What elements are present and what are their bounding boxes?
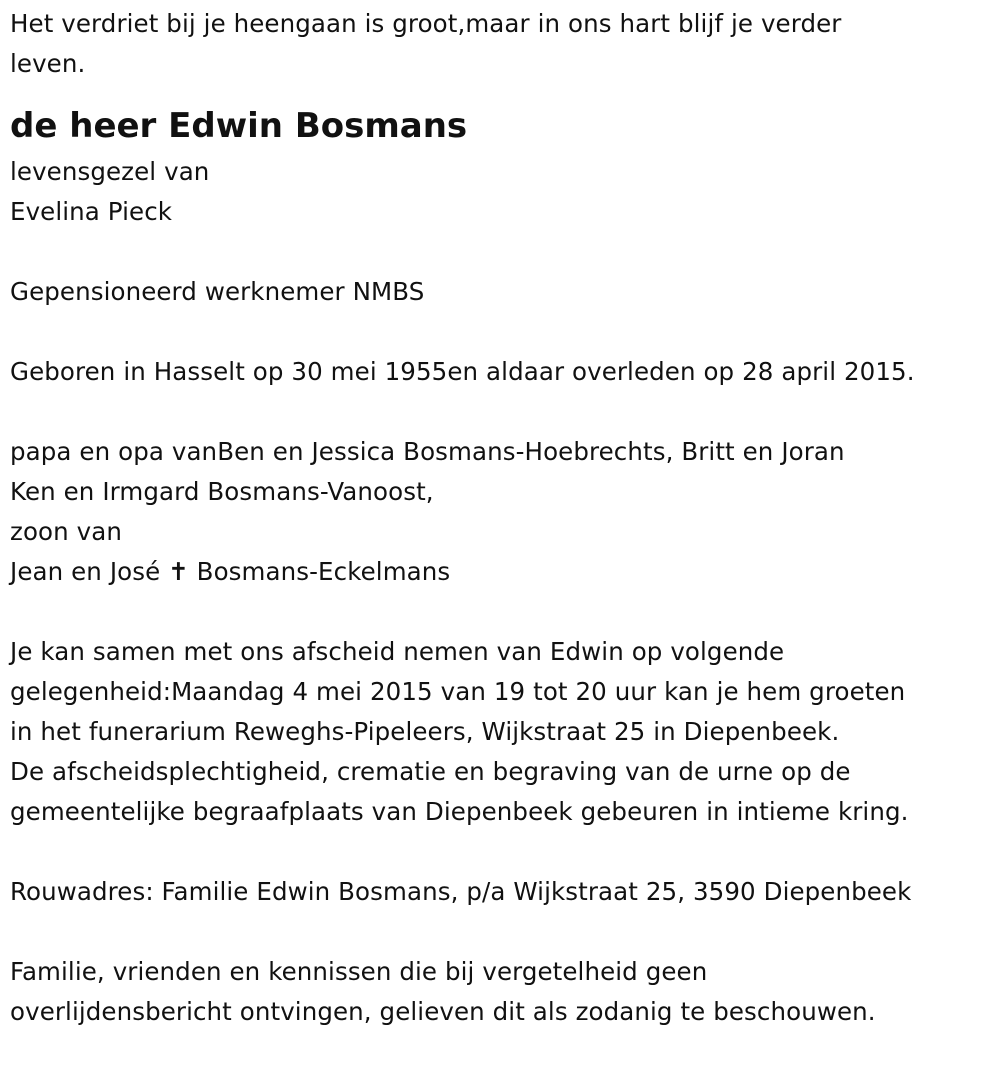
- mourning-address: Rouwadres: Familie Edwin Bosmans, p/a Wijkstraat 25, 3590 Diepenbeek: [10, 877, 912, 906]
- text-line: Ken en Irmgard Bosmans-Vanoost,: [10, 477, 434, 506]
- text-line: leven.: [10, 49, 86, 78]
- farewell-section: [10, 632, 1000, 832]
- text-line: in het funerarium Reweghs-Pipeleers, Wijkstraat 25 in Diepenbeek.: [10, 717, 840, 746]
- text-line: Jean en José ✝ Bosmans-Eckelmans: [10, 557, 451, 586]
- closing-section: [10, 952, 1000, 1032]
- text-line: gemeentelijke begraafplaats van Diepenbeek gebeuren in intieme kring.: [10, 797, 909, 826]
- text-line: gelegenheid:Maandag 4 mei 2015 van 19 tot 20 uur kan je hem groeten: [10, 677, 906, 706]
- text-line: overlijdensbericht ontvingen, gelieven dit als zodanig te beschouwen.: [10, 997, 876, 1026]
- family-section: [10, 432, 1000, 592]
- text-line: Het verdriet bij je heengaan is groot,maar in ons hart blijf je verder: [10, 9, 842, 38]
- birth-death: Geboren in Hasselt op 30 mei 1955en aldaar overleden op 28 april 2015.: [10, 357, 915, 386]
- deceased-name: de heer Edwin Bosmans: [10, 106, 468, 146]
- text-line: Familie, vrienden en kennissen die bij vergetelheid geen: [10, 957, 708, 986]
- text-line: zoon van: [10, 517, 122, 546]
- text-line: Je kan samen met ons afscheid nemen van Edwin op volgende: [10, 637, 785, 666]
- intro-text: [10, 4, 1000, 84]
- text-line: Evelina Pieck: [10, 197, 173, 226]
- text-line: papa en opa vanBen en Jessica Bosmans-Hoebrechts, Britt en Joran: [10, 437, 845, 466]
- text-line: De afscheidsplechtigheid, crematie en begraving van de urne op de: [10, 757, 851, 786]
- occupation: Gepensioneerd werknemer NMBS: [10, 277, 425, 306]
- partner-section: [10, 152, 1000, 232]
- text-line: levensgezel van: [10, 157, 210, 186]
